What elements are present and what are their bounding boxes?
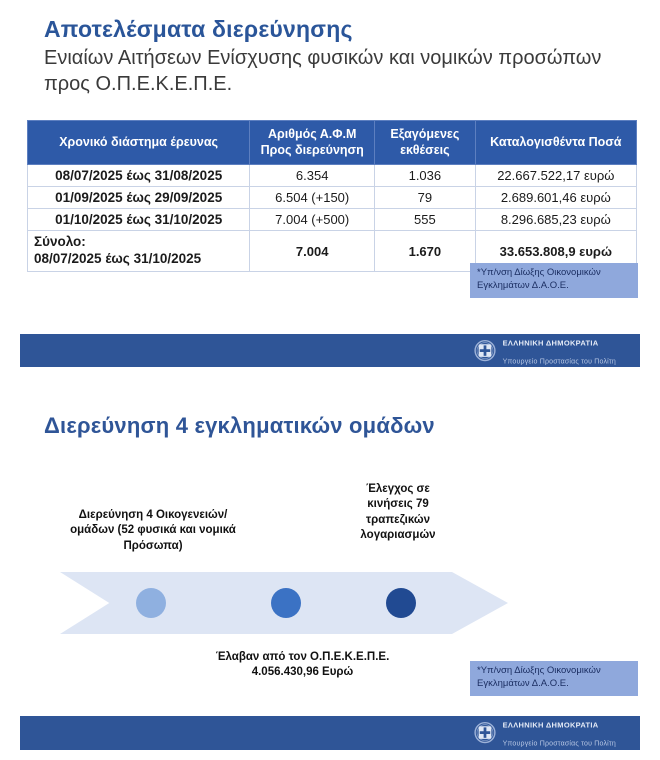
stage-label-3: Έλεγχος σε κινήσεις 79 τραπεζικών λογαριασμών bbox=[360, 483, 436, 541]
table-row bbox=[28, 187, 637, 209]
results-table bbox=[27, 120, 637, 272]
cell-reports: 1.036 bbox=[375, 165, 475, 187]
cell-total-amount: 33.653.808,9 ευρώ bbox=[475, 231, 636, 272]
table-row bbox=[28, 165, 637, 187]
cell-reports: 555 bbox=[375, 209, 475, 231]
banner-line1: ΕΛΛΗΝΙΚΗ ΔΗΜΟΚΡΑΤΙΑ bbox=[502, 338, 599, 348]
total-label-line2: 08/07/2025 έως 31/10/2025 bbox=[34, 251, 202, 267]
page-title: Αποτελέσματα διερεύνησης bbox=[44, 16, 353, 42]
government-banner-content bbox=[474, 332, 616, 369]
cell-amount: 8.296.685,23 ευρώ bbox=[475, 209, 636, 231]
stage-label-2: Έλαβαν από τον Ο.Π.Ε.Κ.Ε.Π.Ε. 4.056.430,96 Ευρώ bbox=[215, 651, 390, 679]
stage-dot-3 bbox=[386, 588, 416, 618]
cell-afm: 6.504 (+150) bbox=[250, 187, 375, 209]
column-header-amount: Καταλογισθέντα Ποσά bbox=[475, 121, 636, 165]
page-subtitle: Ενιαίων Αιτήσεων Ενίσχυσης φυσικών και νομικών προσώπων προς Ο.Π.Ε.Κ.Ε.Π.Ε. bbox=[44, 47, 602, 96]
stage-label-1: Διερεύνηση 4 Οικογενειών/ομάδων (52 φυσικά και νομικά Πρόσωπα) bbox=[70, 509, 236, 552]
government-banner-bottom bbox=[20, 716, 640, 750]
table-header-row bbox=[28, 121, 637, 165]
cell-period: 08/07/2025 έως 31/08/2025 bbox=[28, 165, 250, 187]
government-banner-content bbox=[474, 715, 616, 752]
column-header-period: Χρονικό διάστημα έρευνας bbox=[28, 121, 250, 165]
footnote-table: *Υπ/νση Δίωξης Οικονομικών Εγκλημάτων Δ.Α.Ο.Ε. bbox=[470, 263, 638, 298]
banner-line2: Υπουργείο Προστασίας του Πολίτη bbox=[502, 741, 616, 748]
government-banner-top bbox=[20, 334, 640, 367]
cell-total-label bbox=[28, 231, 250, 272]
column-header-reports: Εξαγόμενες εκθέσεις bbox=[375, 121, 475, 165]
stage-dot-2 bbox=[271, 588, 301, 618]
section2-title: Διερεύνηση 4 εγκληματικών ομάδων bbox=[44, 413, 435, 438]
cell-reports: 79 bbox=[375, 187, 475, 209]
section1-title-block bbox=[44, 16, 644, 98]
cell-amount: 22.667.522,17 ευρώ bbox=[475, 165, 636, 187]
government-banner-text bbox=[503, 715, 616, 752]
cell-period: 01/09/2025 έως 29/09/2025 bbox=[28, 187, 250, 209]
table-body bbox=[28, 165, 637, 272]
cell-afm: 6.354 bbox=[250, 165, 375, 187]
table-header bbox=[28, 121, 637, 165]
banner-line1: ΕΛΛΗΝΙΚΗ ΔΗΜΟΚΡΑΤΙΑ bbox=[502, 720, 599, 730]
results-table-wrap bbox=[27, 120, 637, 272]
cell-total-reports: 1.670 bbox=[375, 231, 475, 272]
stage-dot-1 bbox=[136, 588, 166, 618]
cell-amount: 2.689.601,46 ευρώ bbox=[475, 187, 636, 209]
cell-afm: 7.004 (+500) bbox=[250, 209, 375, 231]
greek-republic-shield-icon bbox=[474, 722, 496, 744]
banner-line2: Υπουργείο Προστασίας του Πολίτη bbox=[502, 358, 616, 366]
column-header-afm: Αριθμός Α.Φ.Μ Προς διερεύνηση bbox=[250, 121, 375, 165]
total-label-line1: Σύνολο: bbox=[34, 234, 86, 250]
greek-republic-shield-icon bbox=[474, 340, 496, 362]
cell-period: 01/10/2025 έως 31/10/2025 bbox=[28, 209, 250, 231]
footnote-diagram: *Υπ/νση Δίωξης Οικονομικών Εγκλημάτων Δ.Α.Ο.Ε. bbox=[470, 661, 638, 696]
table-row bbox=[28, 209, 637, 231]
government-banner-text bbox=[503, 332, 616, 369]
cell-total-afm: 7.004 bbox=[250, 231, 375, 272]
